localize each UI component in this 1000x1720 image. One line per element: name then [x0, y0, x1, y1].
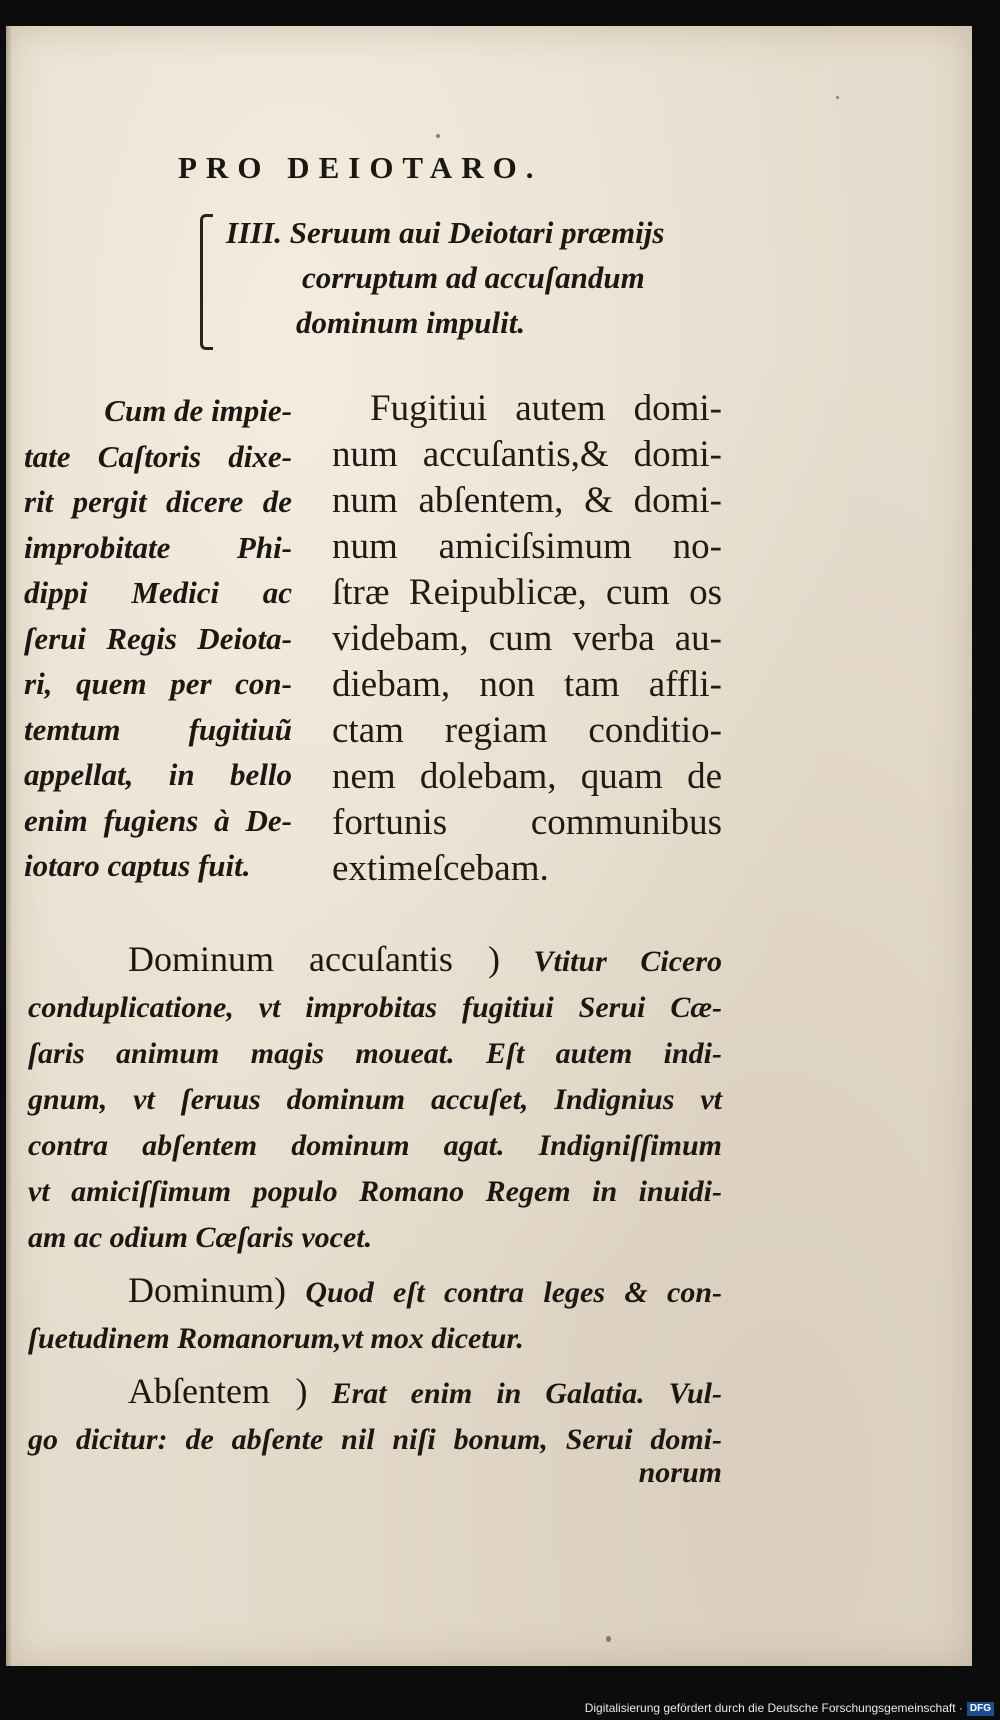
- commentary-line: [28, 936, 722, 985]
- commentary-line: ſuetudinem Romanorum,vt mox dicetur.: [28, 1322, 524, 1355]
- main-text-line: num amiciſsimum no-: [332, 526, 722, 567]
- main-text-line: extimeſcebam.: [332, 848, 549, 889]
- paper-speck: [436, 134, 440, 138]
- footer-credit: Digitalisierung gefördert durch die Deutsche Forschungsgemeinschaft ·: [584, 1701, 963, 1715]
- sidenote-line: ri, quem per con-: [24, 666, 292, 701]
- sidenote-line: ſerui Regis Deiota-: [24, 620, 292, 656]
- commentary-text: Quod eſt contra leges & con-: [305, 1276, 723, 1309]
- summary-text: Seruum aui Deiotari præmijs: [289, 215, 665, 250]
- main-text-line: ctam regiam conditio-: [332, 710, 722, 751]
- main-text-line: Fugitiui autem domi-: [370, 388, 722, 429]
- main-text-line: nem dolebam, quam de: [332, 756, 722, 797]
- sidenote-line: rit pergit dicere de: [24, 484, 292, 519]
- commentary-text: Vtitur Cicero: [533, 945, 723, 978]
- main-text-column: [332, 386, 722, 892]
- main-text-line: ſtræ Reipublicæ, cum os: [332, 572, 722, 613]
- main-text-line: diebam, non tam affli-: [332, 664, 722, 705]
- summary-number: IIII.: [226, 215, 283, 250]
- sidenote-line: enim fugiens à De-: [24, 802, 292, 838]
- summary-line: corruptum ad accuſandum: [302, 260, 645, 295]
- commentary-line: gnum, vt ſeruus dominum accuſet, Indignius vt: [28, 1083, 722, 1116]
- dfg-logo: DFG: [967, 1702, 994, 1716]
- main-text-line: videbam, cum verba au-: [332, 618, 722, 659]
- sidenote-line: Cum de impie-: [104, 393, 292, 428]
- commentary-paragraph: [28, 1267, 722, 1362]
- lemma: Dominum): [128, 1270, 286, 1310]
- main-text-line: num abſentem, & domi-: [332, 480, 722, 521]
- commentary: [28, 936, 722, 1469]
- commentary-line: am ac odium Cæſaris vocet.: [28, 1221, 373, 1254]
- commentary-line: go dicitur: de abſente nil niſi bonum, Serui domi-: [28, 1423, 722, 1456]
- commentary-line: [28, 1368, 722, 1417]
- commentary-line: vt amiciſſimum populo Romano Regem in inuidi-: [28, 1175, 722, 1208]
- summary-line: [204, 210, 764, 255]
- lemma: Abſentem ): [128, 1371, 308, 1411]
- paper-speck: [606, 1636, 611, 1642]
- commentary-line: contra abſentem dominum agat. Indigniſſimum: [28, 1129, 722, 1162]
- commentary-paragraph: [28, 936, 722, 1261]
- commentary-line: conduplicatione, vt improbitas fugitiui Serui Cæ-: [28, 991, 722, 1024]
- sidenote-line: appellat, in bello: [24, 757, 292, 792]
- sidenote-line: improbitate Phi-: [24, 529, 292, 565]
- commentary-paragraph: [28, 1368, 722, 1463]
- main-text-line: num accuſantis,& domi-: [332, 434, 722, 475]
- main-text-line: fortunis communibus: [332, 802, 722, 843]
- book-page: [6, 26, 972, 1666]
- commentary-line: [28, 1267, 722, 1316]
- paper-speck: [836, 96, 839, 99]
- marginal-note: [24, 388, 292, 889]
- summary-line: dominum impulit.: [296, 305, 526, 340]
- sidenote-line: dippi Medici ac: [24, 575, 292, 610]
- sidenote-line: tate Caſtoris dixe-: [24, 438, 292, 474]
- running-head: PRO DEIOTARO.: [178, 150, 543, 185]
- lemma: Dominum accuſantis ): [128, 939, 500, 979]
- catchword: norum: [638, 1456, 722, 1489]
- commentary-text: Erat enim in Galatia. Vul-: [331, 1377, 723, 1410]
- sidenote-line: iotaro captus fuit.: [24, 848, 251, 883]
- digitization-footer: [585, 1698, 994, 1718]
- sidenote-line: temtum fugitiuũ: [24, 711, 292, 747]
- commentary-line: ſaris animum magis moueat. Eſt autem indi-: [28, 1037, 722, 1070]
- chapter-summary: [204, 210, 764, 345]
